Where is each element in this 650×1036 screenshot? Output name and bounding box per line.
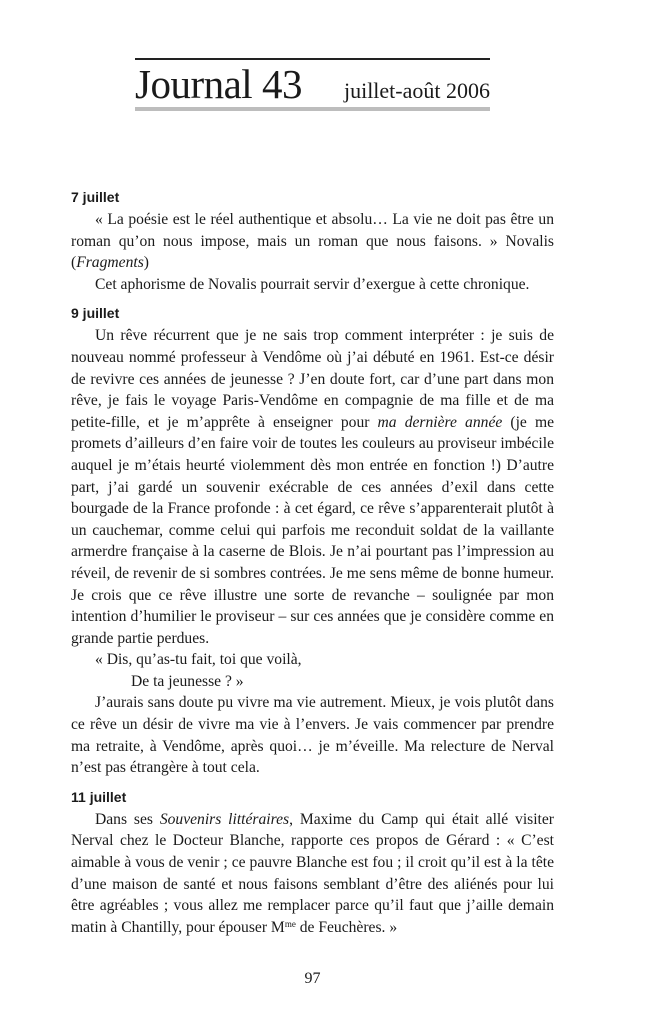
entry-date: 7 juillet <box>71 189 120 205</box>
italic-title: Fragments <box>76 254 144 272</box>
journal-body <box>71 187 554 946</box>
paragraph: J’aurais sans doute pu vivre ma vie autrement. Mieux, je vois plutôt dans ce rêve un désir de vivre ma vie à l’envers. Je vais commencer par prendre ma retraite, à Vendôme, après quoi… je m’éveille. Ma relecture de Nerval n’est pas étrangère à tout cela. <box>71 694 554 777</box>
verse-line: De ta jeunesse ? » <box>131 672 244 690</box>
paragraph: Un rêve récurrent que je ne sais trop comment interpréter : je suis de nouveau nommé professeur à Vendôme où j’ai débuté en 1961. Est-ce désir de revivre ces années de jeunesse ? J’en doute fort, car d’une part dans mon rêve, je fais le voyage Paris-Vendôme en compagnie de ma fille et de ma petite-fille, et je m’apprête à enseigner pour ma dernière année (je me promets d’ailleurs d’en faire voir de toutes les couleurs au proviseur imbécile auquel je m’étais heurté violemment dès mon entrée en fonction !) D’autre part, j’ai gardé un souvenir exécrable de ces années d’exil dans cette bourgade de la France profonde : à cet égard, ce rêve s’apparenterait plutôt à un cauchemar, comme celui qui parfois me reconduit soldat de la vaillante armerdre française à la caserne de Blois. Je n’ai pourtant pas l’impression au réveil, de revenir de si sombres contrées. Je me sens même de bonne humeur. Je crois que ce rêve illustre une sorte de revanche – soulignée par mon intention d’humilier le proviseur – sur ces années que je considère comme en grande partie perdues. <box>71 327 555 647</box>
paragraph: Cet aphorisme de Novalis pourrait servir d’exergue à cette chronique. <box>95 275 530 293</box>
paragraph: « La poésie est le réel authentique et absolu… La vie ne doit pas être un roman qu’on nous impose, mais un roman que nous faisons. » Novalis (Fragments) <box>71 211 554 272</box>
header-rule <box>135 107 490 111</box>
page-number: 97 <box>304 970 321 987</box>
running-header <box>135 58 490 111</box>
italic-phrase: ma dernière année <box>377 413 503 431</box>
entry-11-juillet <box>71 787 554 939</box>
superscript: me <box>284 918 296 929</box>
entry-date: 9 juillet <box>71 305 120 322</box>
entry-date: 11 juillet <box>71 788 127 805</box>
header-title: Journal 43 <box>135 61 302 107</box>
entry-7-juillet <box>71 187 554 295</box>
italic-title: Souvenirs littéraires <box>159 810 290 828</box>
entry-9-juillet <box>71 303 554 778</box>
header-subtitle: juillet-août 2006 <box>343 78 490 103</box>
paragraph: Dans ses Souvenirs littéraires, Maxime du Camp qui était allé visiter Nerval chez le Docteur Blanche, rapporte ces propos de Gérard : « C’est aimable à vous de venir ; ce pauvre Blanche est fou ; il croit qu’il est à la tête d’une maison de santé et nous faisons semblant d’être des aliénés pour lui être agréables ; vous allez me remplacer parce qu’il faut que j’aille demain matin à Chantilly, pour épouser $M^{me}$ de Feuchères. » <box>71 810 555 936</box>
header-line <box>135 62 490 107</box>
verse-line: « Dis, qu’as-tu fait, toi que voilà, <box>95 651 302 669</box>
